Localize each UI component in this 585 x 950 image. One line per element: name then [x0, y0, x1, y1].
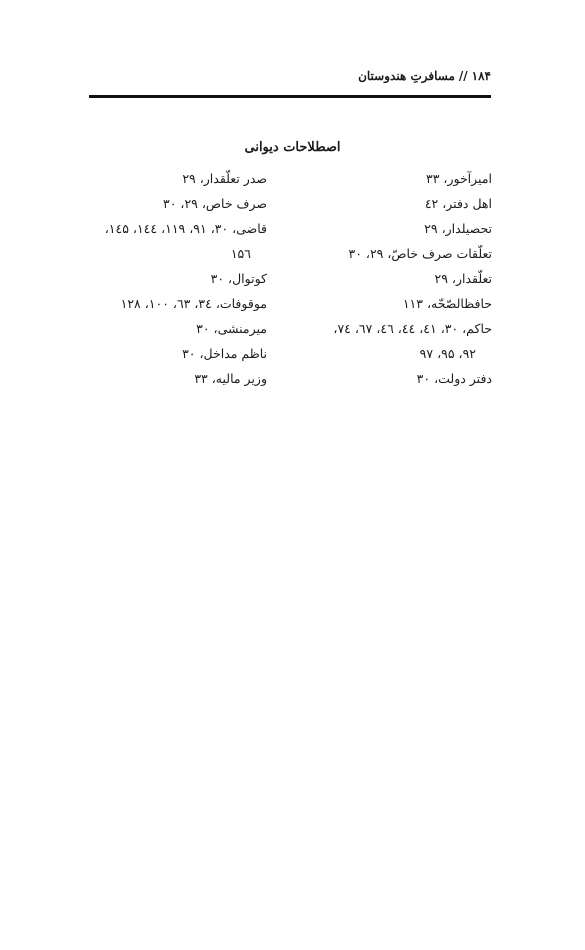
index-entry: وزیر مالیه، ۳۳ [194, 371, 267, 386]
index-entry: میرمنشی، ۳۰ [196, 321, 267, 336]
index-entry: امیرآخور، ۳۳ [426, 171, 492, 186]
index-entry: کوتوال، ۳۰ [210, 271, 267, 286]
book-title: مسافرتِ هندوستان [358, 69, 455, 83]
index-entry: قاضی، ۳۰، ۹۱، ۱۱۹، ۱٤٤، ۱٤۵، [104, 221, 267, 236]
index-entry: اهل دفتر، ٤۲ [424, 196, 492, 211]
index-column-right [317, 166, 492, 391]
index-entry: حافظالصّحّه، ۱۱۳ [402, 296, 492, 311]
running-header [94, 69, 491, 83]
index-entry: موقوفات، ۳٤، ٦۳، ۱۰۰، ۱۲۸ [120, 296, 267, 311]
header-separator: // [458, 69, 468, 83]
header-rule [89, 95, 491, 98]
index-entry: تعلّقات صرف خاصّ، ۲۹، ۳۰ [348, 246, 492, 261]
index-entry: حاکم، ۳۰، ٤۱، ٤٤، ٤٦، ٦۷، ۷٤، [333, 321, 492, 336]
index-entry: ناظم مداخل، ۳۰ [182, 346, 267, 361]
index-entry: دفتر دولت، ۳۰ [416, 371, 492, 386]
index-entry: صرف خاص، ۲۹، ۳۰ [163, 196, 267, 211]
index-column-left [92, 166, 267, 391]
index-entry: تعلّقدار، ۲۹ [434, 271, 492, 286]
index-entry: صدر تعلّقدار، ۲۹ [182, 171, 267, 186]
section-title: اصطلاحات دیوانی [244, 140, 341, 155]
index-entry-continuation: ۱۵٦ [230, 246, 251, 261]
index-entry: تحصیلدار، ۲۹ [424, 221, 492, 236]
index-entry-continuation: ۹۲، ۹۵، ۹۷ [419, 346, 476, 361]
page-number: ۱۸۴ [471, 69, 491, 83]
